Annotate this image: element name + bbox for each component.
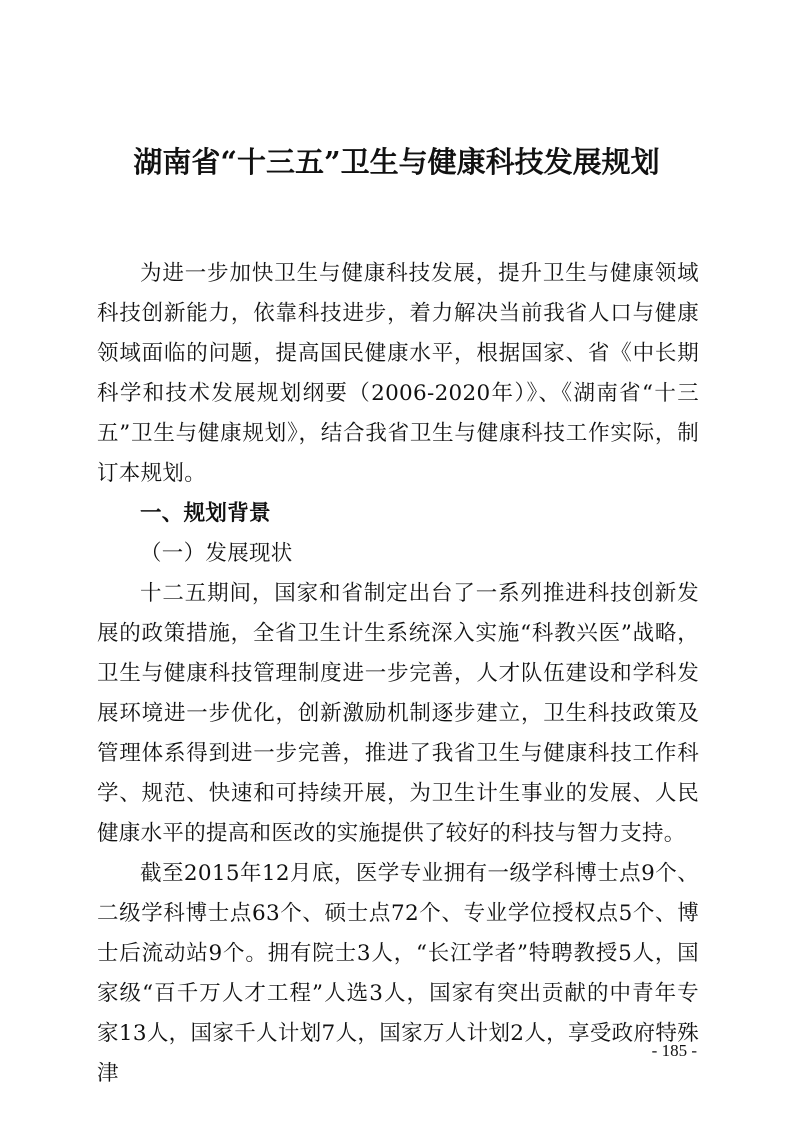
section-heading-background: 一、规划背景 xyxy=(140,501,271,526)
document-body xyxy=(97,254,699,1094)
subsection-heading-status: （一）发展现状 xyxy=(140,541,293,566)
status-paragraph-2: 截至2015年12月底，医学专业拥有一级学科博士点9个、二级学科博士点63个、硕士点72个、专业学位授权点5个、博士后流动站9个。拥有院士3人，“长江学者”特聘教授5人，国家级“百千万人才工程”人选3人，国家有突出贡献的中青年专家13人，国家千人计划7人，国家万人计划2人，享受政府特殊津 xyxy=(97,861,699,1086)
page-number: - 185 - xyxy=(651,1041,697,1060)
intro-paragraph: 为进一步加快卫生与健康科技发展，提升卫生与健康领域科技创新能力，依靠科技进步，着力解决当前我省人口与健康领域面临的问题，提高国民健康水平，根据国家、省《中长期科学和技术发展规划纲要（2006-2020年）》、《湖南省“十三五”卫生与健康规划》，结合我省卫生与健康科技工作实际，制订本规划。 xyxy=(97,261,699,486)
status-paragraph-1: 十二五期间，国家和省制定出台了一系列推进科技创新发展的政策措施，全省卫生计生系统深入实施“科教兴医”战略，卫生与健康科技管理制度进一步完善，人才队伍建设和学科发展环境进一步优化，创新激励机制逐步建立，卫生科技政策及管理体系得到进一步完善，推进了我省卫生与健康科技工作科学、规范、快速和可持续开展，为卫生计生事业的发展、人民健康水平的提高和医改的实施提供了较好的科技与智力支持。 xyxy=(97,581,699,846)
document-title: 湖南省“十三五”卫生与健康科技发展规划 xyxy=(133,145,660,179)
